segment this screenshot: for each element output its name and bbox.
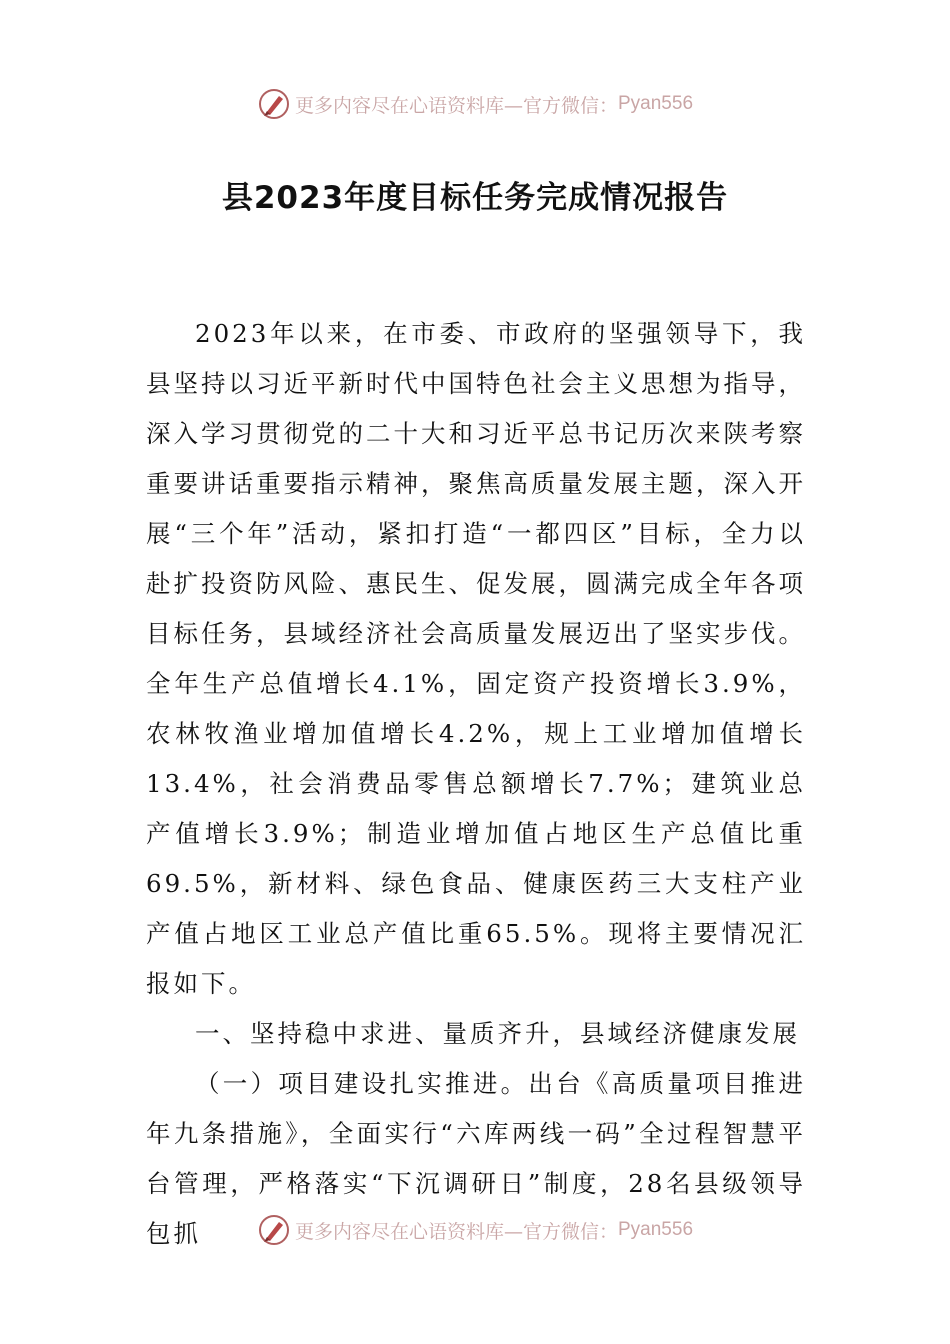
watermark-text: 更多内容尽在心语资料库—官方微信： xyxy=(294,94,618,117)
watermark-wechat-id: Pyan556 xyxy=(618,93,694,114)
watermark-header xyxy=(0,84,950,124)
pen-logo-icon xyxy=(257,87,291,121)
document-title: 县2023年度目标任务完成情况报告 xyxy=(221,180,729,216)
pen-logo-icon xyxy=(257,1213,291,1247)
watermark-footer xyxy=(0,1210,950,1250)
section-heading: 一、坚持稳中求进、量质齐升，县域经济健康发展 xyxy=(195,1019,800,1048)
subsection-paragraph: （一）项目建设扎实推进。出台《高质量项目推进年九条措施》，全面实行“六库两线一码”全过程智慧平台管理，严格落实“下沉调研日”制度，28名县级领导包抓 xyxy=(146,1069,806,1248)
document-body xyxy=(146,309,806,1259)
watermark-wechat-id: Pyan556 xyxy=(618,1219,694,1240)
watermark-text: 更多内容尽在心语资料库—官方微信： xyxy=(294,1220,618,1243)
intro-paragraph: 2023年以来，在市委、市政府的坚强领导下，我县坚持以习近平新时代中国特色社会主义思想为指导，深入学习贯彻党的二十大和习近平总书记历次来陕考察重要讲话重要指示精神，聚焦高质量发展主题，深入开展“三个年”活动，紧扣打造“一都四区”目标，全力以赴扩投资防风险、惠民生、促发展，圆满完成全年各项目标任务，县域经济社会高质量发展迈出了坚实步伐。全年生产总值增长4.1%，固定资产投资增长3.9%，农林牧渔业增加值增长4.2%，规上工业增加值增长13.4%，社会消费品零售总额增长7.7%；建筑业总产值增长3.9%；制造业增加值占地区生产总值比重69.5%，新材料、绿色食品、健康医药三大支柱产业产值占地区工业总产值比重65.5%。现将主要情况汇报如下。 xyxy=(146,319,806,998)
